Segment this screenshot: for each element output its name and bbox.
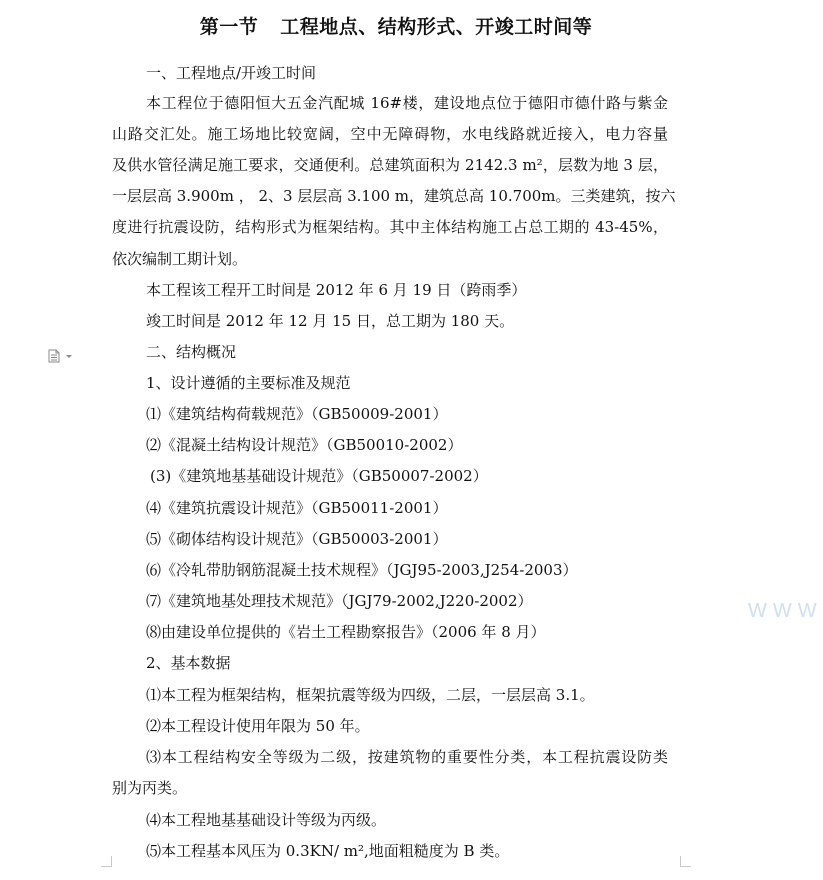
data-item: ⑷本工程地基基础设计等级为丙级。 [146,811,387,829]
paragraph-line: 度进行抗震设防，结构形式为框架结构。其中主体结构施工占总工期的 43-45%， [112,218,668,236]
heading-location-schedule: 一、工程地点/开竣工时间 [146,64,317,82]
page-title [0,12,792,39]
standard-item: ⑴《建筑结构荷载规范》（GB50009-2001） [146,405,448,423]
standard-item: (3)《建筑地基基础设计规范》（GB50007-2002） [150,467,488,485]
standard-item: ⑸《砌体结构设计规范》（GB50003-2001） [146,530,448,548]
paragraph-line: 依次编制工期计划。 [112,250,248,268]
section-heading: 工程地点、结构形式、开竣工时间等 [280,16,593,38]
paragraph-line: 山路交汇处。施工场地比较宽阔，空中无障碍物，水电线路就近接入，电力容量 [112,125,668,143]
standard-item: ⑵《混凝土结构设计规范》（GB50010-2002） [146,436,463,454]
completion-date-line: 竣工时间是 2012 年 12 月 15 日，总工期为 180 天。 [146,312,515,330]
margin-corner-mark [680,856,691,867]
paragraph-line: 本工程位于德阳恒大五金汽配城 16#楼，建设地点位于德阳市德什路与紫金 [146,94,668,112]
standard-item: ⑺《建筑地基处理技术规范》（JGJ79-2002,J220-2002） [146,592,533,610]
data-item-continuation: 别为丙类。 [112,779,188,797]
start-date-line: 本工程该工程开工时间是 2012 年 6 月 19 日（跨雨季） [146,281,527,299]
document-icon [48,349,74,363]
data-item: ⑵本工程设计使用年限为 50 年。 [146,717,370,735]
watermark-text: WWW [748,600,823,622]
standard-item: ⑹《冷轧带肋钢筋混凝土技术规程》（JGJ95-2003,J254-2003） [146,561,578,579]
data-item: ⑶本工程结构安全等级为二级，按建筑物的重要性分类，本工程抗震设防类 [146,748,668,766]
data-item: ⑴本工程为框架结构，框架抗震等级为四级，二层，一层层高 3.1。 [146,686,595,704]
standard-item: ⑷《建筑抗震设计规范》（GB50011-2001） [146,499,448,517]
data-item: ⑸本工程基本风压为 0.3KN/ m²,地面粗糙度为 B 类。 [146,842,510,860]
paragraph-line: 一层层高 3.900m ， 2、3 层层高 3.100 m，建筑总高 10.700m。三类建筑，按六 [112,187,676,205]
chevron-down-icon [66,355,72,358]
margin-corner-mark [101,856,112,867]
document-options-button[interactable] [48,348,74,362]
heading-structure-overview: 二、结构概况 [146,343,237,361]
section-number: 第一节 [199,16,259,38]
paragraph-line: 及供水管径满足施工要求，交通便利。总建筑面积为 2142.3 m²，层数为地 3 层， [112,156,668,174]
heading-design-standards: 1、设计遵循的主要标准及规范 [146,374,351,392]
standard-item: ⑻由建设单位提供的《岩土工程勘察报告》（2006 年 8 月） [146,623,546,641]
heading-basic-data: 2、基本数据 [146,654,231,672]
